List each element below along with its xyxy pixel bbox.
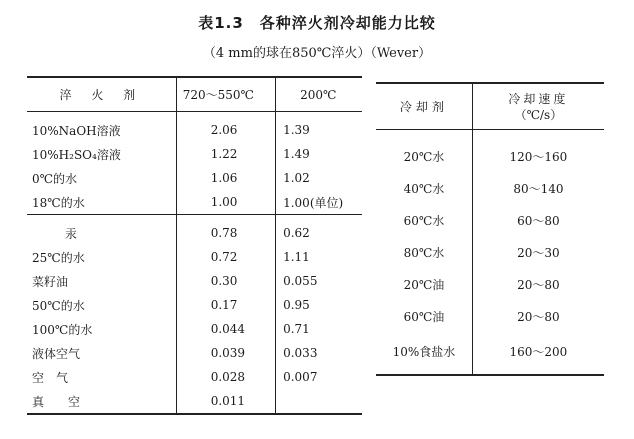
header-quenchant: 淬 火 剂 xyxy=(27,77,176,112)
quenchant-name: 0℃的水 xyxy=(32,171,78,186)
value-200: 0.62 xyxy=(276,215,362,246)
table-row xyxy=(27,293,362,317)
table-row xyxy=(27,389,362,414)
value-720-550: 0.044 xyxy=(176,317,275,341)
table-row xyxy=(27,166,362,190)
quenchant-name: 50℃的水 xyxy=(32,298,85,313)
cooling-rate-value: 120～160 xyxy=(472,130,604,173)
table-row xyxy=(27,365,362,389)
quenchant-name: 空 气 xyxy=(32,370,69,385)
cooling-rate-value: 20～80 xyxy=(472,268,604,300)
coolant-name: 10%食盐水 xyxy=(376,332,472,375)
table-row xyxy=(27,215,362,246)
quenchant-name: 菜籽油 xyxy=(32,274,69,289)
table-row xyxy=(27,190,362,215)
table-row xyxy=(376,332,604,375)
table-row xyxy=(376,268,604,300)
value-200 xyxy=(276,389,362,414)
value-720-550: 0.72 xyxy=(176,245,275,269)
table-header-row xyxy=(27,77,362,112)
value-200: 1.39 xyxy=(276,112,362,143)
value-200: 0.033 xyxy=(276,341,362,365)
value-720-550: 0.17 xyxy=(176,293,275,317)
header-720-550: 720～550℃ xyxy=(176,77,275,112)
quenchant-name: 10%NaOH溶液 xyxy=(32,123,121,138)
quenchant-comparison-table xyxy=(27,76,362,415)
table-row xyxy=(27,112,362,143)
cooling-rate-value: 160～200 xyxy=(472,332,604,375)
header-200: 200℃ xyxy=(276,77,362,112)
value-200: 0.007 xyxy=(276,365,362,389)
table-subtitle: （4 mm的球在850℃淬火）（Wever） xyxy=(202,46,432,61)
table-title: 表1.3 各种淬火剂冷却能力比较 xyxy=(198,14,436,32)
coolant-name: 40℃水 xyxy=(403,181,445,196)
header-cooling-rate-label: 冷却速度 xyxy=(508,91,569,106)
coolant-name: 20℃水 xyxy=(403,149,445,164)
cooling-rate-value: 20～30 xyxy=(472,236,604,268)
value-720-550: 0.028 xyxy=(176,365,275,389)
table-row xyxy=(376,236,604,268)
value-720-550: 0.011 xyxy=(176,389,275,414)
quenchant-name: 真 空 xyxy=(27,389,176,414)
value-720-550: 1.06 xyxy=(176,166,275,190)
header-cooling-rate xyxy=(472,83,604,130)
value-200: 0.71 xyxy=(276,317,362,341)
coolant-name: 60℃水 xyxy=(403,213,445,228)
value-200: 1.02 xyxy=(276,166,362,190)
value-720-550: 0.039 xyxy=(176,341,275,365)
coolant-name: 60℃油 xyxy=(403,309,445,324)
cooling-rate-table xyxy=(376,82,604,376)
value-720-550: 0.78 xyxy=(176,215,275,246)
quenchant-name: 18℃的水 xyxy=(27,190,176,215)
quenchant-name: 10%H₂SO₄溶液 xyxy=(32,147,121,162)
table-row xyxy=(376,172,604,204)
table-row xyxy=(27,269,362,293)
value-200: 1.00(单位) xyxy=(276,190,362,215)
value-720-550: 1.22 xyxy=(176,142,275,166)
table-row xyxy=(27,142,362,166)
cooling-rate-value: 80～140 xyxy=(472,172,604,204)
table-header-row xyxy=(376,83,604,130)
quenchant-name: 25℃的水 xyxy=(32,250,85,265)
value-720-550: 1.00 xyxy=(176,190,275,215)
value-200: 1.49 xyxy=(276,142,362,166)
table-row xyxy=(376,300,604,332)
value-200: 0.95 xyxy=(276,293,362,317)
quenchant-name: 液体空气 xyxy=(32,346,81,361)
coolant-name: 20℃油 xyxy=(403,277,445,292)
table-row xyxy=(376,204,604,236)
table-row xyxy=(27,245,362,269)
table-row xyxy=(376,130,604,173)
table-row xyxy=(27,341,362,365)
value-200: 1.11 xyxy=(276,245,362,269)
cooling-rate-value: 60～80 xyxy=(472,204,604,236)
value-720-550: 2.06 xyxy=(176,112,275,143)
value-720-550: 0.30 xyxy=(176,269,275,293)
quenchant-name: 汞 xyxy=(65,226,78,241)
coolant-name: 80℃水 xyxy=(403,245,445,260)
header-coolant: 冷却剂 xyxy=(376,83,472,130)
quenchant-name: 100℃的水 xyxy=(32,322,93,337)
cooling-rate-value: 20～80 xyxy=(472,300,604,332)
table-row xyxy=(27,317,362,341)
value-200: 0.055 xyxy=(276,269,362,293)
header-cooling-rate-unit: （℃/s） xyxy=(514,107,563,122)
